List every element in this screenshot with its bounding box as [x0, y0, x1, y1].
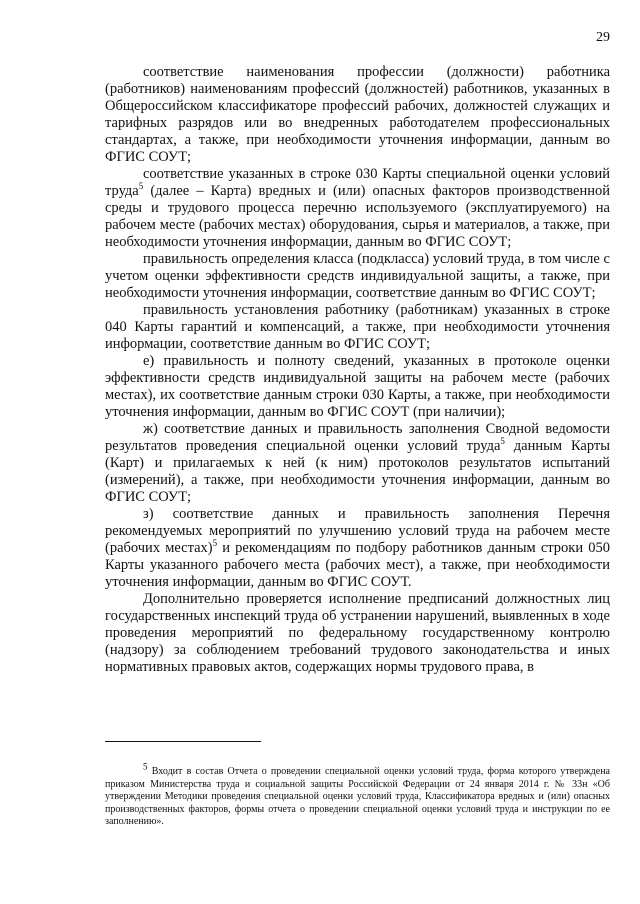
- footnote-ref: 5: [212, 538, 218, 549]
- paragraph-2: [105, 166, 610, 251]
- footnote-divider: [105, 741, 261, 742]
- footnote-text: Входит в состав Отчета о проведении специальной оценки условий труда, форма которого утверждена приказом Министерства труда и социальной защиты Российской Федерации от 24 января 2014 г. № 33н «Об утверждении Методики проведения специальной оценки условий труда, Классификатора вредных и (или) опасных производственных факторов, формы отчета о проведении специальной оценки условий труда и инструкции по ее заполнению».: [105, 766, 610, 827]
- paragraph-text: Дополнительно проверяется исполнение предписаний должностных лиц государственных инспекций труда об устранении нарушений, выявленных в ходе проведения мероприятий по федеральному государственному контролю (надзору) за соблюдением требований трудового законодательства и иных нормативных правовых актов, содержащих нормы трудового права, в: [105, 591, 610, 675]
- footnote-mark: 5: [143, 761, 148, 772]
- paragraph-text: соответствие указанных в строке 030 Карты специальной оценки условий труда: [105, 166, 610, 199]
- main-text: [105, 64, 610, 676]
- paragraph-3: [105, 251, 610, 302]
- paragraph-7: [105, 506, 610, 591]
- paragraph-text: е) правильность и полноту сведений, указанных в протоколе оценки эффективности средств индивидуальной защиты на рабочем месте (рабочих местах), их соответствие данным строки 030 Карты, а также, при необходимости уточнения информации, данным во ФГИС СОУТ (при наличии);: [105, 353, 610, 420]
- paragraph-text: соответствие наименования профессии (должности) работника (работников) наименованиям профессий (должностей) работников, указанных в Общероссийском классификаторе профессий рабочих, должностей служащих и тарифных разрядов или во внедренных работодателем профессиональных стандартах, а также, при необходимости уточнения информации, данным во ФГИС СОУТ;: [105, 64, 610, 165]
- paragraph-8: [105, 591, 610, 676]
- paragraph-text: правильность определения класса (подкласса) условий труда, в том числе с учетом оценки эффективности средств индивидуальной защиты, а также, при необходимости уточнения информации, соответствие данным во ФГИС СОУТ;: [105, 251, 610, 301]
- paragraph-text: данным Карты (Карт) и прилагаемых к ней (к ним) протоколов результатов испытаний (измерений), а также, при необходимости уточнения информации, данным во ФГИС СОУТ;: [105, 438, 610, 505]
- paragraph-text: правильность установления работнику (работникам) указанных в строке 040 Карты гарантий и компенсаций, а также, при необходимости уточнения информации, соответствие данным во ФГИС СОУТ;: [105, 302, 610, 352]
- paragraph-text: з) соответствие данных и правильность заполнения Перечня рекомендуемых мероприятий по улучшению условий труда на рабочем месте (рабочих местах): [105, 506, 610, 556]
- paragraph-1: [105, 64, 610, 166]
- paragraph-text: (далее – Карта) вредных и (или) опасных факторов производственной среды и трудового процесса перечню используемого (эксплуатируемого) на рабочем месте (рабочих местах) оборудования, сырья и материалов, а также, при необходимости уточнения информации, данным во ФГИС СОУТ;: [105, 183, 610, 250]
- footnote: [105, 761, 610, 829]
- footnote-ref: 5: [138, 181, 144, 192]
- paragraph-6: [105, 421, 610, 506]
- paragraph-4: [105, 302, 610, 353]
- page-number: 29: [596, 30, 610, 45]
- paragraph-text: ж) соответствие данных и правильность заполнения Сводной ведомости результатов проведения специальной оценки условий труда: [105, 421, 610, 454]
- footnote-ref: 5: [500, 436, 505, 447]
- paragraph-text: и рекомендациям по подбору работников данным строки 050 Карты указанного рабочего места (рабочих мест), а также, при необходимости уточнения информации, данным во ФГИС СОУТ.: [105, 540, 610, 590]
- paragraph-5: [105, 353, 610, 421]
